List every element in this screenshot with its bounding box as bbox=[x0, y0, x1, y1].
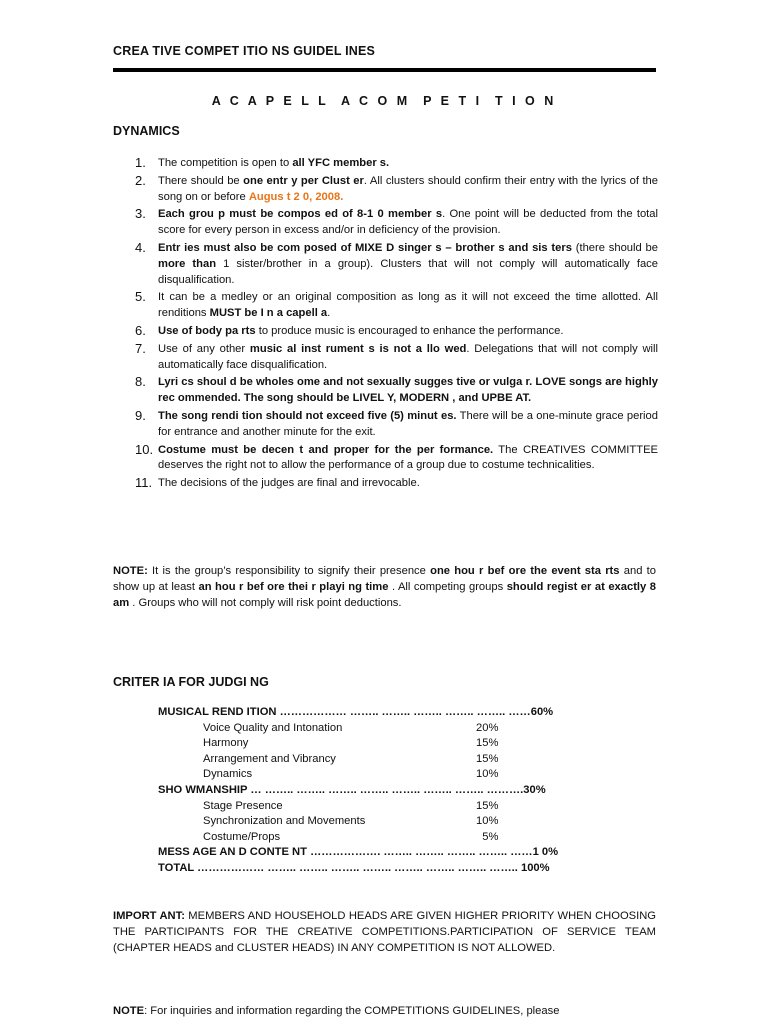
emphasis-text: Use of body pa rts bbox=[158, 324, 256, 337]
rule-item bbox=[113, 443, 658, 475]
criteria-subitem-percent: 15% bbox=[476, 799, 499, 812]
emphasis-text: Lyri cs shoul d be wholes ome and not sexually sugges tive or vulga r. LOVE songs are highly rec ommended. The song should be LIVEL Y, MODERN , and UPBE AT. bbox=[158, 376, 658, 405]
body-text: : For inquiries and information regarding the COMPETITIONS GUIDELINES, please bbox=[144, 1005, 560, 1017]
body-text: MEMBERS AND HOUSEHOLD HEADS ARE GIVEN HIGHER PRIORITY WHEN CHOOSING THE PARTICIPANTS FOR THE CREATIVE COMPETITIONS.PARTICIPATION OF SERVICE TEAM (CHAPTER HEADS and CLUSTER HEADS) IN ANY COMPETITION IS NOT ALLOWED. bbox=[113, 910, 656, 954]
criteria-subitem-percent: 15% bbox=[476, 737, 499, 750]
emphasis-text: Entr ies must also be com posed of MIXE D singer s – brother s and sis ters bbox=[158, 241, 572, 254]
criteria-table bbox=[158, 705, 588, 877]
criteria-subitem-label: Dynamics bbox=[203, 768, 253, 781]
body-text: . One point will be deducted from the total score for every person in excess and/or in deficiency of the provision. bbox=[158, 208, 658, 237]
rule-number: 11. bbox=[135, 475, 153, 491]
rule-number: 2. bbox=[135, 172, 146, 188]
body-text: Use of any other bbox=[158, 342, 250, 355]
rule-number: 9. bbox=[135, 407, 146, 423]
criteria-category-row bbox=[158, 861, 588, 877]
rule-item bbox=[113, 375, 658, 407]
rule-item bbox=[113, 207, 658, 239]
body-text: and to show up at least bbox=[113, 565, 657, 593]
criteria-subitem-row bbox=[158, 736, 588, 752]
criteria-subitem-label: Arrangement and Vibrancy bbox=[203, 752, 336, 765]
body-text: There will be a one-minute grace period for entrance and another minute for the exit. bbox=[158, 409, 658, 438]
emphasis-text: Costume must be decen t and proper for the per formance. bbox=[158, 443, 494, 456]
emphasis-text: an hou r bef ore thei r playi ng time bbox=[198, 580, 389, 593]
document-header-title: CREA TIVE COMPET ITIO NS GUIDEL INES bbox=[113, 44, 376, 58]
rule-number: 6. bbox=[135, 322, 146, 338]
body-text: (there should be bbox=[571, 241, 658, 254]
body-text: . bbox=[327, 307, 331, 320]
emphasis-text: should regist er at exactly 8 am bbox=[113, 580, 656, 609]
criteria-subitem-row bbox=[158, 721, 588, 737]
criteria-subitem-percent: 15% bbox=[476, 752, 499, 765]
body-text: The competition is open to bbox=[158, 157, 293, 169]
note-paragraph bbox=[113, 564, 656, 611]
criteria-subitem-percent: 20% bbox=[476, 721, 499, 734]
rule-number: 10. bbox=[135, 441, 154, 457]
body-text: The CREATIVES COMMITTEE deserves the right not to allow the performance of a group due to costume technicalities. bbox=[158, 443, 658, 472]
criteria-subitem-row bbox=[158, 799, 588, 815]
dynamics-rules-list bbox=[113, 156, 658, 494]
rule-number: 1. bbox=[135, 155, 146, 170]
emphasis-text: IMPORT ANT: bbox=[113, 910, 185, 922]
rule-item bbox=[113, 324, 658, 340]
rule-number: 5. bbox=[135, 289, 146, 305]
deadline-date: Augus t 2 0, 2008. bbox=[248, 190, 344, 203]
criteria-category-row bbox=[158, 783, 588, 799]
emphasis-text: Each grou p must be compos ed of 8-1 0 member s bbox=[158, 208, 443, 221]
emphasis-text: one entr y per Clust er bbox=[243, 174, 364, 187]
emphasis-text: NOTE: bbox=[113, 565, 148, 577]
criteria-subitem-percent: 10% bbox=[476, 768, 499, 781]
emphasis-text: MUST be I n a capell a bbox=[209, 307, 328, 320]
rule-number: 8. bbox=[135, 374, 146, 390]
rule-item bbox=[113, 409, 658, 441]
criteria-subitem-percent: 10% bbox=[476, 815, 499, 828]
criteria-category-row bbox=[158, 705, 588, 721]
body-text: The decisions of the judges are final and irrevocable. bbox=[158, 477, 420, 490]
criteria-subitem-label: Stage Presence bbox=[203, 799, 283, 812]
rule-number: 7. bbox=[135, 340, 146, 356]
body-text: It is the group’s responsibility to signify their presence bbox=[147, 565, 431, 577]
header-rule bbox=[113, 68, 656, 72]
rule-number: 4. bbox=[135, 239, 146, 255]
rule-item bbox=[113, 156, 658, 172]
competition-title: A C A P E L L A C O M P E T I T I O N bbox=[211, 94, 557, 108]
important-paragraph bbox=[113, 909, 656, 956]
criteria-subitem-row bbox=[158, 767, 588, 783]
rule-item bbox=[113, 342, 658, 374]
criteria-category-row bbox=[158, 845, 588, 861]
emphasis-text: NOTE bbox=[113, 1005, 145, 1017]
criteria-subitem-label: Voice Quality and Intonation bbox=[203, 721, 343, 734]
criteria-subitem-row bbox=[158, 814, 588, 830]
criteria-category-text: TOTAL ……………… …….. …….. …….. …….. …….. …….. …….. …….. 100% bbox=[158, 861, 550, 874]
criteria-subitem-row bbox=[158, 830, 588, 846]
body-text: . All clusters should confirm their entry with the lyrics of the song on or before bbox=[158, 174, 658, 203]
criteria-subitem-row bbox=[158, 752, 588, 768]
body-text: There should be bbox=[158, 174, 244, 187]
inquiries-note bbox=[113, 1004, 656, 1020]
rule-number: 3. bbox=[135, 206, 146, 222]
rule-item bbox=[113, 241, 658, 288]
body-text: . All competing groups bbox=[388, 580, 507, 593]
criteria-subitem-percent: 5% bbox=[476, 830, 499, 843]
criteria-category-text: MESS AGE AN D CONTE NT ………………. …….. …….. …….. …….. ……1 0% bbox=[158, 846, 559, 859]
emphasis-text: The song rendi tion should not exceed five (5) minut es. bbox=[158, 409, 457, 422]
body-text: . Delegations that will not comply will automatically face disqualification. bbox=[158, 342, 659, 371]
dynamics-heading: DYNAMICS bbox=[113, 124, 180, 138]
rule-item bbox=[113, 290, 658, 322]
criteria-category-text: MUSICAL REND ITION ……………… …….. …….. …….. …….. …….. ……60% bbox=[158, 706, 554, 718]
criteria-heading: CRITER IA FOR JUDGI NG bbox=[113, 675, 269, 689]
body-text: It can be a medley or an original composition as long as it will not exceed the time allotted. All renditions bbox=[158, 291, 658, 320]
emphasis-text: all YFC member s. bbox=[292, 157, 390, 169]
criteria-subitem-label: Costume/Props bbox=[203, 830, 281, 843]
criteria-subitem-label: Harmony bbox=[203, 737, 249, 750]
emphasis-text: music al inst rument s is not a llo wed bbox=[249, 342, 467, 355]
body-text: to produce music is encouraged to enhance the performance. bbox=[255, 324, 564, 337]
emphasis-text: more than bbox=[158, 257, 217, 270]
rule-item bbox=[113, 174, 658, 206]
body-text: . Groups who will not comply will risk point deductions. bbox=[129, 596, 402, 609]
emphasis-text: one hou r bef ore the event sta rts bbox=[430, 565, 620, 577]
body-text: 1 sister/brother in a group). Clusters that will not comply will automatically face disqualification. bbox=[158, 257, 658, 286]
rule-item bbox=[113, 476, 658, 492]
criteria-category-text: SHO WMANSHIP … …….. …….. …….. …….. …….. …….. …….. ……….30% bbox=[158, 783, 546, 796]
criteria-subitem-label: Synchronization and Movements bbox=[203, 815, 366, 828]
